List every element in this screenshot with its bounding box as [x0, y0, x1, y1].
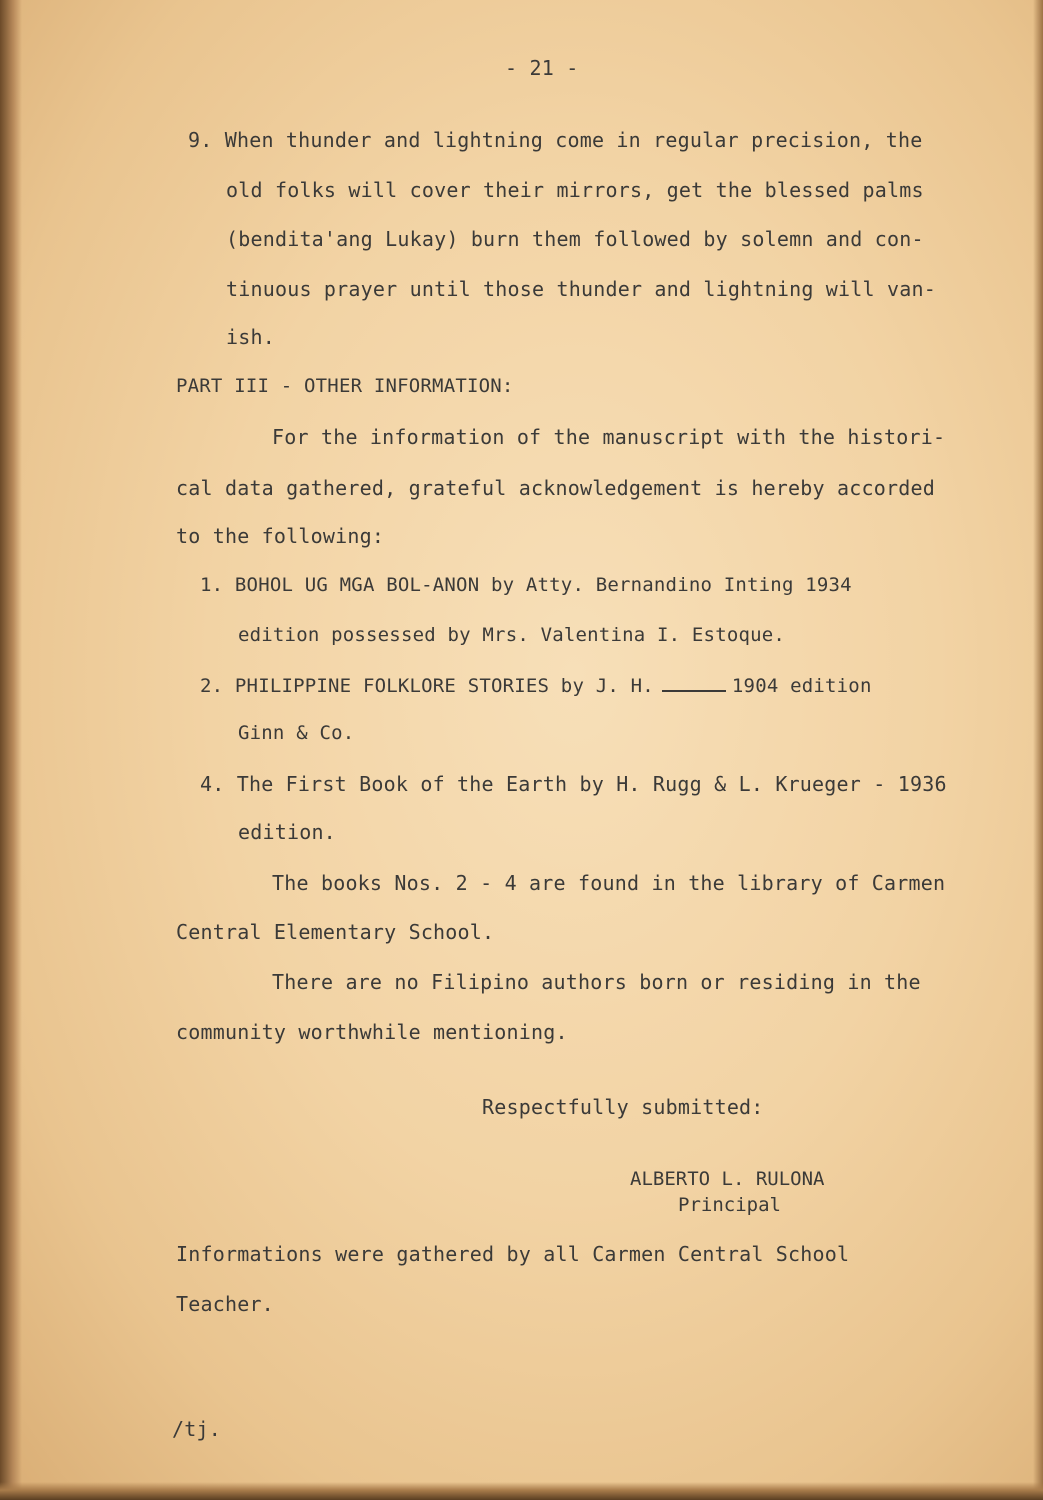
gathered-note-line2: Teacher.	[176, 1292, 274, 1316]
reference-1-line1: 1. BOHOL UG MGA BOL-ANON by Atty. Bernandino Inting 1934	[200, 574, 852, 596]
item9-line2: old folks will cover their mirrors, get the blessed palms	[226, 178, 924, 202]
reference-2-line2: Ginn & Co.	[238, 722, 355, 744]
page-edge-shadow-left	[0, 0, 22, 1500]
authors-note-line2: community worthwhile mentioning.	[176, 1020, 568, 1044]
item9-line1: 9. When thunder and lightning come in regular precision, the	[188, 128, 923, 152]
reference-2-title: 2. PHILIPPINE FOLKLORE STORIES by J. H.	[200, 675, 654, 697]
reference-4-line2: edition.	[238, 820, 336, 844]
books-note-line2: Central Elementary School.	[176, 920, 495, 944]
closing: Respectfully submitted:	[482, 1095, 764, 1119]
authors-note-line1: There are no Filipino authors born or residing in the	[272, 970, 921, 994]
item9-line3: (bendita'ang Lukay) burn them followed by solemn and con-	[226, 227, 924, 251]
page-edge-shadow-right	[1033, 0, 1043, 1500]
reference-4-line1: 4. The First Book of the Earth by H. Rugg & L. Krueger - 1936	[200, 772, 947, 796]
reference-1-line2: edition possessed by Mrs. Valentina I. Estoque.	[238, 624, 786, 646]
reference-2-line1	[200, 674, 872, 697]
signatory-title: Principal	[678, 1194, 781, 1216]
page-edge-shadow-bottom	[0, 1482, 1043, 1500]
signatory-name: ALBERTO L. RULONA	[630, 1168, 825, 1190]
gathered-note-line1: Informations were gathered by all Carmen Central School	[176, 1242, 850, 1266]
page-number: - 21 -	[505, 56, 579, 80]
part3-heading: PART III - OTHER INFORMATION:	[176, 375, 514, 397]
typist-initials: /tj.	[172, 1417, 221, 1441]
reference-2-blank-line	[662, 674, 726, 692]
intro-line3: to the following:	[176, 524, 385, 548]
item9-line5: ish.	[226, 325, 275, 349]
item9-line4: tinuous prayer until those thunder and lightning will van-	[226, 277, 936, 301]
intro-line2: cal data gathered, grateful acknowledgement is hereby accorded	[176, 476, 935, 500]
books-note-line1: The books Nos. 2 - 4 are found in the library of Carmen	[272, 871, 946, 895]
reference-2-edition: 1904 edition	[731, 675, 872, 697]
intro-line1: For the information of the manuscript with the histori-	[272, 425, 946, 449]
